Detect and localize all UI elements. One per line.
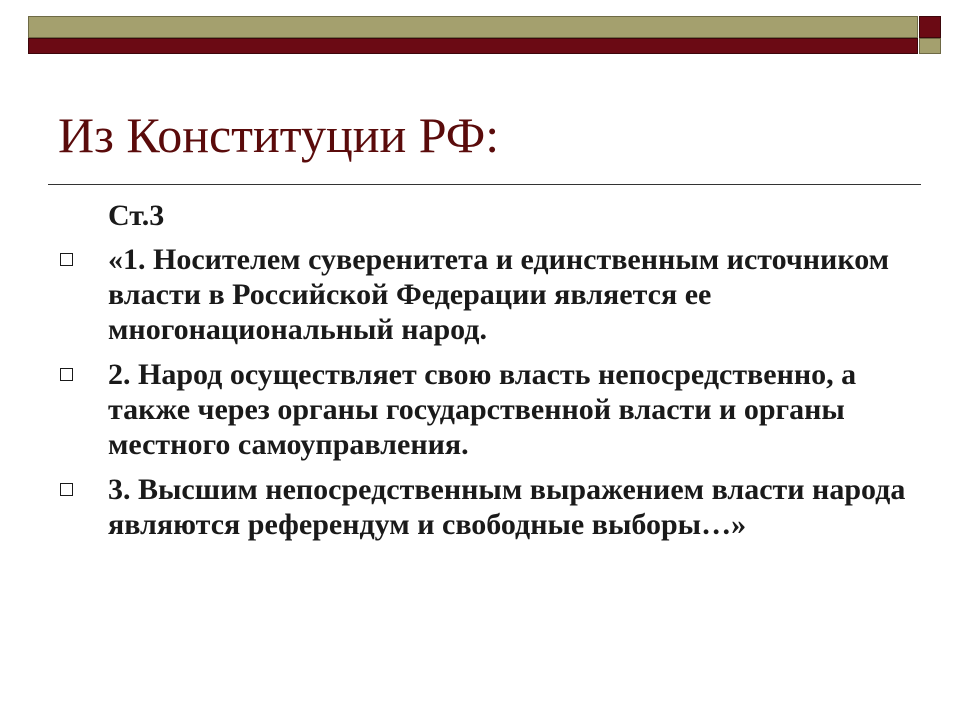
list-item <box>58 242 918 347</box>
list-item <box>58 472 918 542</box>
header-band-maroon <box>28 38 918 54</box>
hollow-square-bullet-icon <box>60 253 73 266</box>
header-band-olive <box>28 16 918 38</box>
hollow-square-bullet-icon <box>60 483 73 496</box>
list-item <box>58 357 918 462</box>
slide-body <box>58 198 918 552</box>
list-item-text: «1. Носителем суверенитета и единственным источником власти в Российской Федерации является ее многонациональный народ. <box>108 243 890 346</box>
header-corner-square-maroon <box>919 16 941 38</box>
title-divider <box>48 184 921 185</box>
slide-title: Из Конституции РФ: <box>58 107 500 163</box>
list-item-text: 2. Народ осуществляет свою власть непосредственно, а также через органы государственной власти и органы местного самоуправления. <box>108 358 857 461</box>
list-item-text: 3. Высшим непосредственным выражением власти народа являются референдум и свободные выборы…» <box>108 473 906 541</box>
hollow-square-bullet-icon <box>60 368 73 381</box>
header-corner-square-olive <box>919 38 941 54</box>
article-label: Ст.3 <box>108 199 165 232</box>
